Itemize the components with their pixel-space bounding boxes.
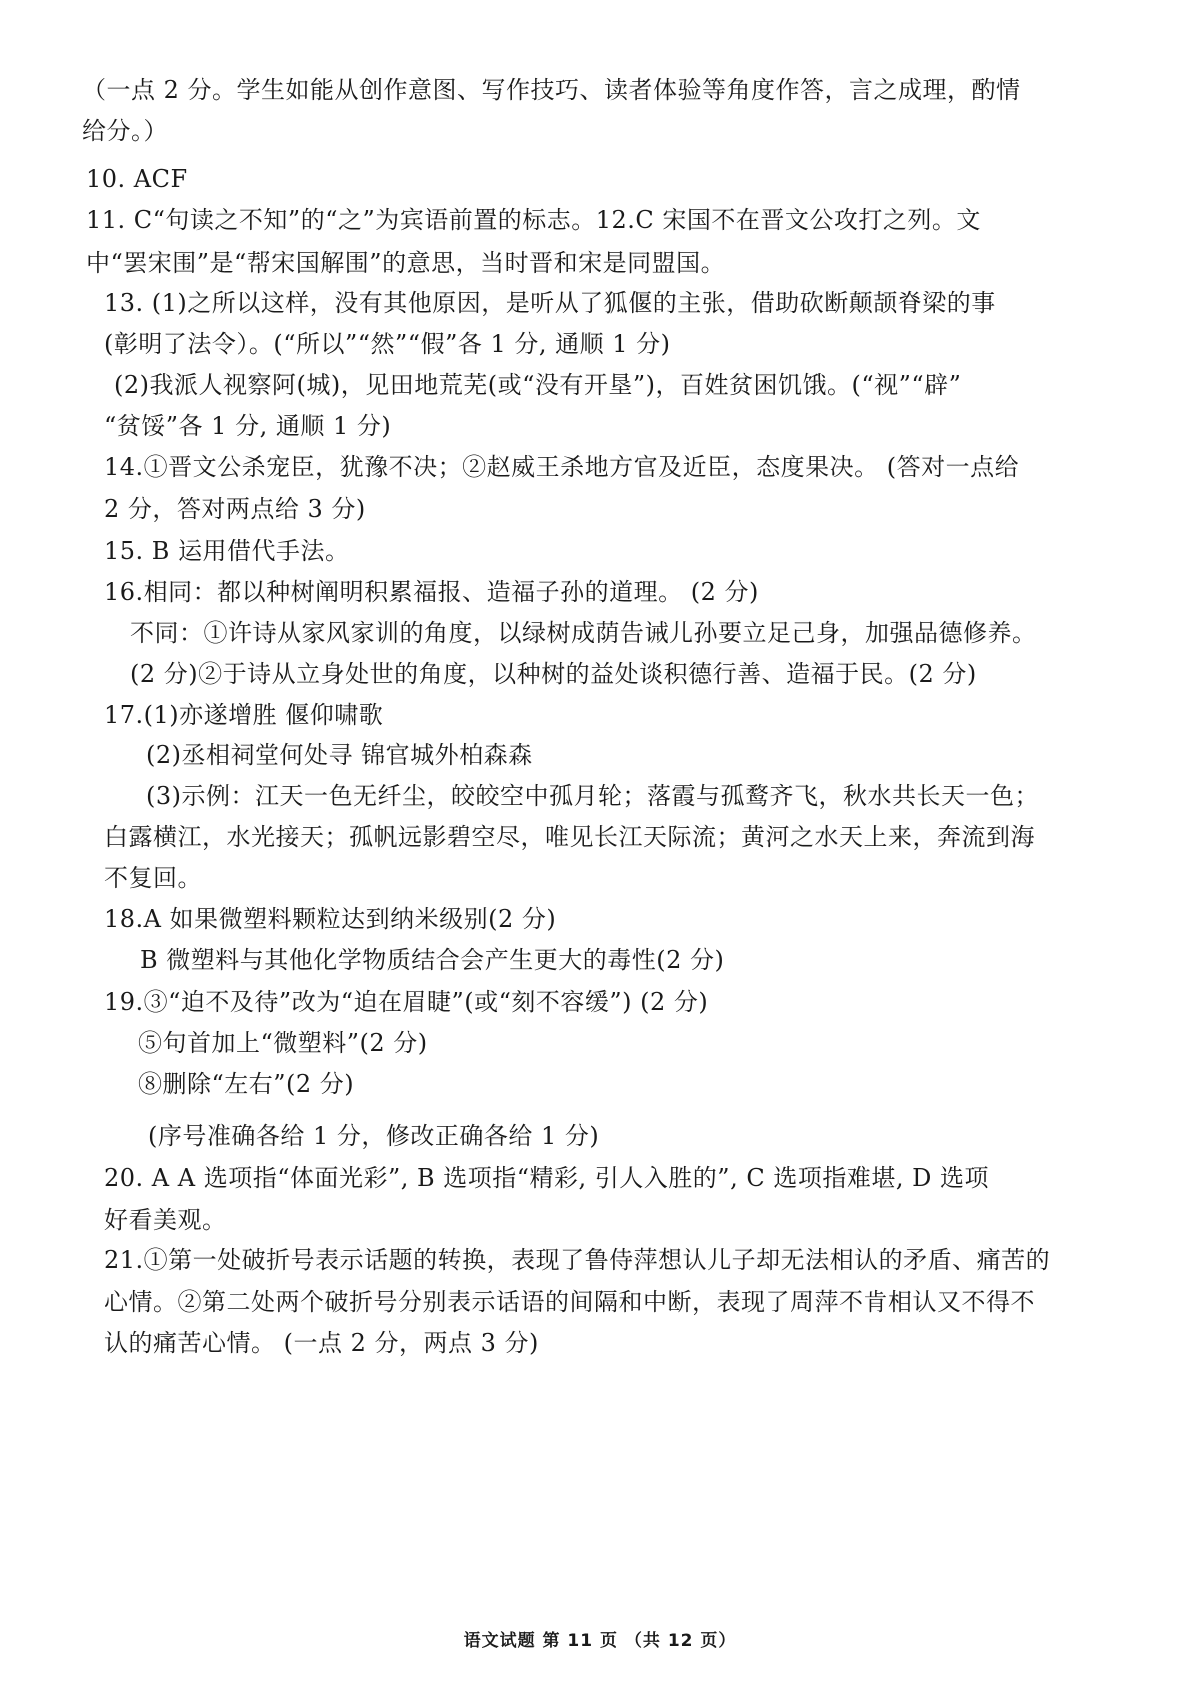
answer-19-line-2: ⑤句首加上“微塑料”(2 分) bbox=[138, 1029, 428, 1057]
answer-16-line-2: 不同：①许诗从家风家训的角度，以绿树成荫告诫儿孙要立足己身，加强品德修养。 bbox=[130, 619, 1037, 647]
answer-18-a: 18.A 如果微塑料颗粒达到纳米级别(2 分) bbox=[104, 905, 557, 933]
page-footer: 语文试题 第 11 页 （共 12 页） bbox=[463, 1631, 737, 1651]
answer-13-2-line-1: (2)我派人视察阿(城)，见田地荒芜(或“没有开垦”)，百姓贫困饥饿。(“视”“辟” bbox=[114, 371, 962, 399]
answer-21-line-1: 21.①第一处破折号表示话题的转换，表现了鲁侍萍想认儿子却无法相认的矛盾、痛苦的 bbox=[104, 1246, 1051, 1274]
answer-9-note-line-1: （一点 2 分。学生如能从创作意图、写作技巧、读者体验等角度作答，言之成理，酌情 bbox=[82, 76, 1021, 104]
answer-15: 15. B 运用借代手法。 bbox=[104, 537, 350, 565]
answer-14-line-2: 2 分，答对两点给 3 分) bbox=[104, 495, 366, 523]
answer-11-12-line-1: 11. C“句读之不知”的“之”为宾语前置的标志。12.C 宋国不在晋文公攻打之列。文 bbox=[86, 206, 981, 234]
answer-17-3-line-1: (3)示例：江天一色无纤尘，皎皎空中孤月轮；落霞与孤鹜齐飞，秋水共长天一色； bbox=[146, 782, 1039, 810]
answer-13-2-line-2: “贫馁”各 1 分, 通顺 1 分) bbox=[104, 412, 392, 440]
answer-17-3-line-2: 白露横江，水光接天；孤帆远影碧空尽，唯见长江天际流；黄河之水天上来，奔流到海 bbox=[104, 823, 1035, 851]
answer-11-12-line-2: 中“罢宋围”是“帮宋国解围”的意思，当时晋和宋是同盟国。 bbox=[86, 249, 726, 277]
answer-9-note-line-2: 给分。） bbox=[82, 117, 168, 145]
answer-14-line-1: 14.①晋文公杀宠臣，犹豫不决；②赵威王杀地方官及近臣，态度果决。 (答对一点给 bbox=[104, 453, 1020, 481]
answer-13-1-line-1: 13. (1)之所以这样，没有其他原因，是听从了狐偃的主张，借助砍断颠颉脊梁的事 bbox=[104, 289, 996, 317]
answer-16-line-3: (2 分)②于诗从立身处世的角度，以种树的益处谈积德行善、造福于民。(2 分) bbox=[130, 660, 977, 688]
answer-20-line-2: 好看美观。 bbox=[104, 1206, 227, 1234]
answer-19-line-1: 19.③“迫不及待”改为“迫在眉睫”(或“刻不容缓”) (2 分) bbox=[104, 988, 709, 1016]
answer-16-line-1: 16.相同：都以种树阐明积累福报、造福子孙的道理。 (2 分) bbox=[104, 578, 759, 606]
answer-10: 10. ACF bbox=[86, 165, 188, 193]
answer-21-line-2: 心情。②第二处两个破折号分别表示话语的间隔和中断，表现了周萍不肯相认又不得不 bbox=[104, 1288, 1035, 1316]
answer-20-line-1: 20. A A 选项指“体面光彩”, B 选项指“精彩, 引人入胜的”, C 选项指难堪, D 选项 bbox=[104, 1164, 989, 1192]
answer-17-2: (2)丞相祠堂何处寻 锦官城外柏森森 bbox=[146, 741, 533, 769]
answer-13-1-line-2: (彰明了法令）。(“所以”“然”“假”各 1 分, 通顺 1 分) bbox=[104, 330, 671, 358]
answer-18-b: B 微塑料与其他化学物质结合会产生更大的毒性(2 分) bbox=[140, 946, 725, 974]
answer-17-1: 17.(1)亦遂增胜 偃仰啸歌 bbox=[104, 701, 384, 729]
answer-21-line-3: 认的痛苦心情。 (一点 2 分，两点 3 分) bbox=[104, 1329, 539, 1357]
answer-17-3-line-3: 不复回。 bbox=[104, 864, 202, 892]
answer-19-scoring: (序号准确各给 1 分，修改正确各给 1 分) bbox=[148, 1122, 600, 1150]
answer-19-line-3: ⑧删除“左右”(2 分) bbox=[138, 1070, 355, 1098]
